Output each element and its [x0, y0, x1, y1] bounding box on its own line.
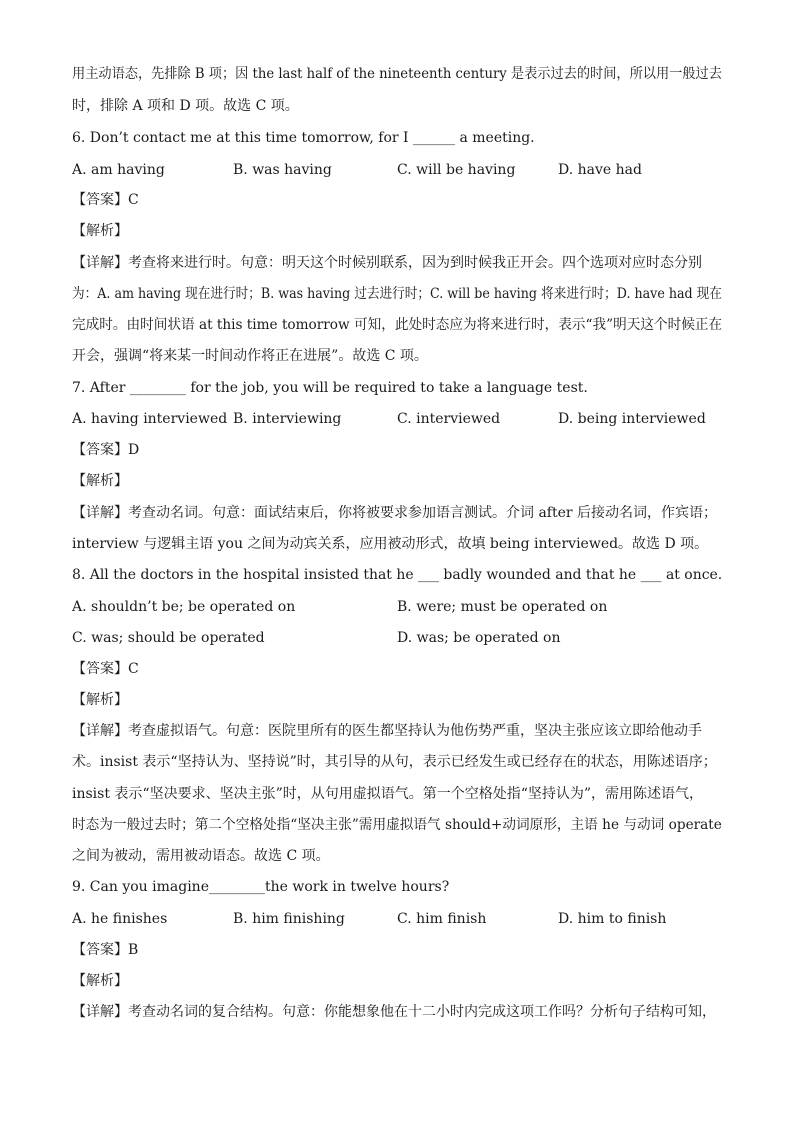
question-7-stem: 7. After ________ for the job, you will be required to take a language test. — [72, 380, 588, 396]
question-6-detail-3: 完成时。由时间状语 at this time tomorrow 可知，此处时态应为将来进行时，表示“我”明天这个时候正在 — [72, 317, 723, 333]
question-7-analysis-label: 【解析】 — [72, 473, 128, 489]
question-8-option-b: B. were; must be operated on — [397, 599, 608, 615]
detail-label: 【详解】 — [72, 723, 128, 739]
question-8-option-d: D. was; be operated on — [397, 630, 561, 646]
intro-line-2: 时，排除 A 项和 D 项。故选 C 项。 — [72, 98, 299, 114]
answer-label: 【答案】 — [72, 192, 128, 208]
answer-label: 【答案】 — [72, 442, 128, 458]
answer-value: C — [128, 661, 139, 677]
question-8-detail-4: 时态为一般过去时；第二个空格处指“坚决主张”需用虚拟语气 should+动词原形，主语 he 与动词 operate — [72, 817, 722, 833]
question-8-detail-1 — [72, 721, 702, 741]
question-9-detail-1 — [72, 1002, 716, 1022]
question-9-answer — [72, 940, 138, 960]
question-8-detail-2: 术。insist 表示“坚持认为、坚持说”时，其引导的从句，表示已经发生或已经存在的状态，用陈述语序； — [72, 754, 717, 770]
question-7-option-a: A. having interviewed — [72, 411, 228, 427]
question-8-detail-5: 之间为被动，需用被动语态。故选 C 项。 — [72, 848, 330, 864]
question-7-detail-2: interview 与逻辑主语 you 之间为动宾关系，应用被动形式，故填 being interviewed。故选 D 项。 — [72, 536, 709, 552]
detail-text: 考查动名词的复合结构。句意：你能想象他在十二小时内完成这项工作吗？分析句子结构可知， — [128, 1004, 716, 1020]
answer-label: 【答案】 — [72, 942, 128, 958]
question-9-option-d: D. him to finish — [558, 911, 667, 927]
question-8-option-a: A. shouldn’t be; be operated on — [72, 599, 296, 615]
question-6-detail-1 — [72, 253, 702, 273]
question-9-stem: 9. Can you imagine________the work in twelve hours? — [72, 879, 450, 895]
question-7-option-b: B. interviewing — [233, 411, 342, 427]
answer-value: D — [128, 442, 140, 458]
question-8-stem: 8. All the doctors in the hospital insisted that he ___ badly wounded and that he ___ at once. — [72, 567, 723, 583]
question-8-analysis-label: 【解析】 — [72, 692, 128, 708]
question-6-stem: 6. Don’t contact me at this time tomorrow, for I ______ a meeting. — [72, 130, 535, 146]
question-6-option-d: D. have had — [558, 162, 642, 178]
detail-label: 【详解】 — [72, 505, 128, 521]
question-8-detail-3: insist 表示“坚决要求、坚决主张”时，从句用虚拟语气。第一个空格处指“坚持认为”，需用陈述语气， — [72, 786, 704, 802]
question-6-option-c: C. will be having — [397, 162, 516, 178]
detail-text: 考查虚拟语气。句意：医院里所有的医生都坚持认为他伤势严重，坚决主张应该立即给他动手 — [128, 723, 702, 739]
question-9-analysis-label: 【解析】 — [72, 973, 128, 989]
question-6-detail-4: 开会，强调“将来某一时间动作将正在进展”。故选 C 项。 — [72, 348, 428, 364]
detail-text: 考查动名词。句意：面试结束后，你将被要求参加语言测试。介词 after 后接动名词，作宾语； — [128, 505, 718, 521]
answer-label: 【答案】 — [72, 661, 128, 677]
detail-label: 【详解】 — [72, 255, 128, 271]
question-8-option-c: C. was; should be operated — [72, 630, 265, 646]
detail-label: 【详解】 — [72, 1004, 128, 1020]
question-6-analysis-label: 【解析】 — [72, 223, 128, 239]
question-6-detail-2: 为：A. am having 现在进行时；B. was having 过去进行时；C. will be having 将来进行时；D. have had 现在 — [72, 286, 722, 302]
answer-value: C — [128, 192, 139, 208]
answer-value: B — [128, 942, 139, 958]
detail-text: 考查将来进行时。句意：明天这个时候别联系，因为到时候我正开会。四个选项对应时态分别 — [128, 255, 702, 271]
question-7-option-c: C. interviewed — [397, 411, 501, 427]
question-8-answer — [72, 659, 139, 679]
question-7-detail-1 — [72, 503, 717, 523]
question-7-answer — [72, 440, 139, 460]
question-6-answer — [72, 190, 139, 210]
question-9-option-b: B. him finishing — [233, 911, 345, 927]
question-9-option-c: C. him finish — [397, 911, 487, 927]
intro-line-1: 用主动语态，先排除 B 项；因 the last half of the nineteenth century 是表示过去的时间，所以用一般过去 — [72, 66, 722, 82]
question-7-option-d: D. being interviewed — [558, 411, 706, 427]
question-6-option-a: A. am having — [72, 162, 165, 178]
question-9-option-a: A. he finishes — [72, 911, 168, 927]
question-6-option-b: B. was having — [233, 162, 332, 178]
